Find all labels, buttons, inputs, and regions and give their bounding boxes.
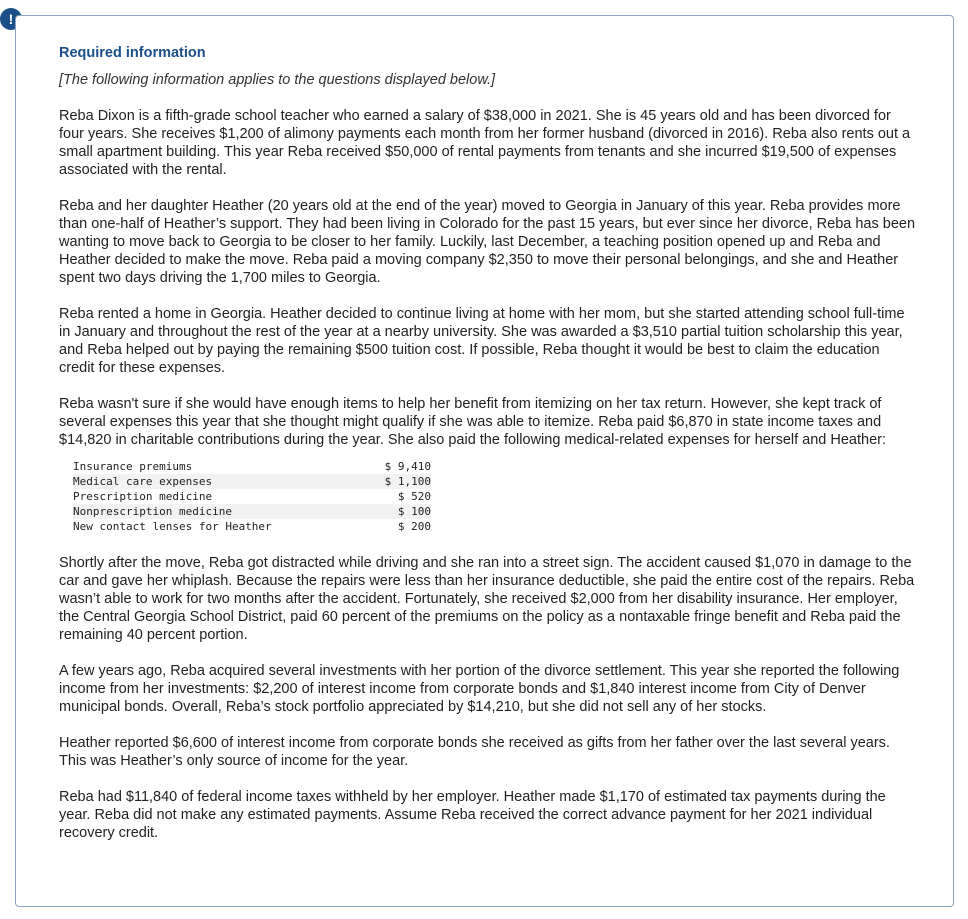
paragraph: Reba rented a home in Georgia. Heather decided to continue living at home with her mom, but she started attending school full-time in January and throughout the rest of the year at a nearby university. She was awarded a $3,510 partial tuition scholarship this year, and Reba helped out by paying the remaining $500 tuition cost. If possible, Reba thought it would be best to claim the education credit for these expenses. [59,306,905,376]
paragraph: Shortly after the move, Reba got distracted while driving and she ran into a street sign. The accident caused $1,070 in damage to the car and gave her whiplash. Because the repairs were less than her insurance deductible, she paid the entire cost of the repairs. Reba wasn’t able to work for two months after the accident. Fortunately, she received $2,000 from her disability insurance. Her employer, the Central Georgia School District, paid 60 percent of the premiums on the policy as a nontaxable fringe benefit and Reba paid the remaining 40 percent portion. [59,555,915,643]
panel-content [59,44,919,860]
expense-label: Nonprescription medicine [73,505,232,518]
expense-amount: $ 200 [397,520,431,533]
expense-label: Insurance premiums [73,460,193,473]
expense-amount: $ 1,100 [384,475,431,488]
paragraph: Reba wasn't sure if she would have enough items to help her benefit from itemizing on her tax return. However, she kept track of several expenses this year that she thought might qualify if she was able to itemize. Reba paid $6,870 in state income taxes and $14,820 in charitable contributions during the year. She also paid the following medical-related expenses for herself and Heather: [59,396,887,448]
table-row [73,519,431,534]
medical-expenses-table [73,459,431,534]
expense-label: Prescription medicine [73,490,213,503]
required-information-panel [15,15,954,907]
expense-label: Medical care expenses [73,475,213,488]
expense-amount: $ 100 [397,505,431,518]
section-heading: Required information [59,45,206,61]
paragraph: A few years ago, Reba acquired several investments with her portion of the divorce settlement. This year she reported the following income from her investments: $2,200 of interest income from corporate bonds and $1,840 interest income from City of Denver municipal bonds. Overall, Reba’s stock portfolio appreciated by $14,210, but she did not sell any of her stocks. [59,663,900,715]
expense-amount: $ 520 [397,490,431,503]
alert-icon: ! [0,8,22,30]
paragraph: Reba and her daughter Heather (20 years old at the end of the year) moved to Georgia in January of this year. Reba provides more than one-half of Heather’s support. They had been living in Colorado for the past 15 years, but ever since her divorce, Reba has been wanting to move back to Georgia to be closer to her family. Luckily, last December, a teaching position opened up and Reba and Heather decided to make the move. Reba paid a moving company $2,350 to move their personal belongings, and she and Heather spent two days driving the 1,700 miles to Georgia. [59,198,916,286]
table-row [73,489,431,504]
paragraph: Reba had $11,840 of federal income taxes withheld by her employer. Heather made $1,170 of estimated tax payments during the year. Reba did not make any estimated payments. Assume Reba received the correct advance payment for her 2021 individual recovery credit. [59,789,886,841]
table-row [73,504,431,519]
paragraph: Reba Dixon is a fifth-grade school teacher who earned a salary of $38,000 in 2021. She is 45 years old and has been divorced for four years. She receives $1,200 of alimony payments each month from her former husband (divorced in 2016). Reba also rents out a small apartment building. This year Reba received $50,000 of rental payments from tenants and she incurred $19,500 of expenses associated with the rental. [59,108,911,178]
expense-label: New contact lenses for Heather [73,520,272,533]
table-row [73,459,431,474]
intro-note: [The following information applies to the questions displayed below.] [59,72,496,88]
table-row [73,474,431,489]
expense-amount: $ 9,410 [384,460,431,473]
paragraph: Heather reported $6,600 of interest income from corporate bonds she received as gifts from her father over the last several years. This was Heather’s only source of income for the year. [59,735,890,769]
